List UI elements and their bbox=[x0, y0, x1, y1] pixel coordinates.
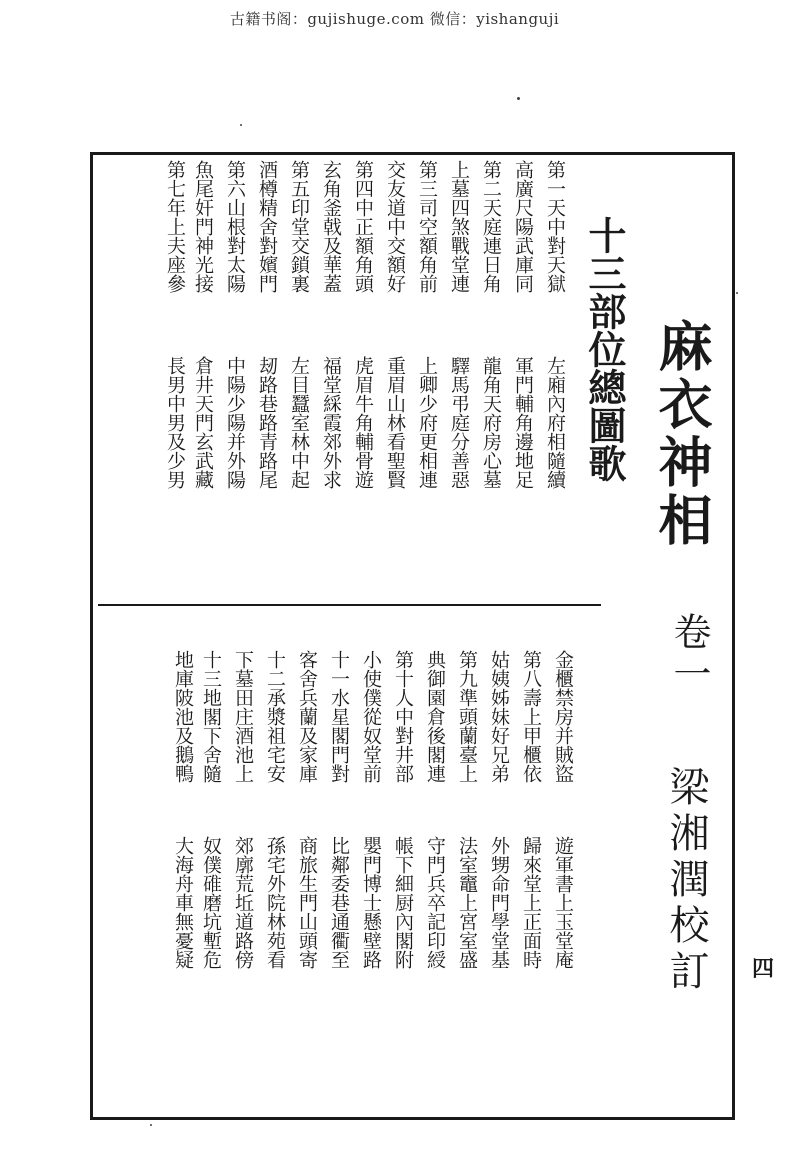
scan-speck bbox=[736, 292, 738, 294]
editor-credit: 梁湘潤校訂 bbox=[663, 766, 709, 996]
verse-line: 第四中正額角頭 bbox=[352, 160, 374, 293]
verse-line: 典御園倉後閣連 bbox=[424, 650, 446, 783]
verse-line: 上墓四煞戰堂連 bbox=[448, 160, 470, 293]
verse-line: 遊軍書上玉堂庵 bbox=[552, 836, 574, 969]
verse-line: 虎眉牛角輔骨遊 bbox=[352, 356, 374, 489]
verse-line: 第七年上夫座參 bbox=[164, 160, 186, 293]
verse-line: 高廣尺陽武庫同 bbox=[512, 160, 534, 293]
verse-line: 歸來堂上正面時 bbox=[520, 836, 542, 969]
verse-line: 客舍兵蘭及家庫 bbox=[296, 650, 318, 783]
verse-line: 比鄰委巷通衢至 bbox=[328, 836, 350, 969]
verse-line: 第五印堂交鎖裏 bbox=[288, 160, 310, 293]
verse-line: 第一天中對天獄 bbox=[544, 160, 566, 293]
verse-line: 倉井天門玄武藏 bbox=[192, 356, 214, 489]
verse-line: 左目蠶室林中起 bbox=[288, 356, 310, 489]
book-title: 麻衣神相 bbox=[650, 318, 714, 550]
verse-line: 第三司空額角前 bbox=[416, 160, 438, 293]
verse-line: 交友道中交額好 bbox=[384, 160, 406, 293]
verse-line: 長男中男及少男 bbox=[164, 356, 186, 489]
verse-line: 驛馬弔庭分善惡 bbox=[448, 356, 470, 489]
verse-line: 第二天庭連日角 bbox=[480, 160, 502, 293]
verse-line: 金櫃禁房并賊盜 bbox=[552, 650, 574, 783]
verse-line: 下墓田庄酒池上 bbox=[232, 650, 254, 783]
section-divider bbox=[98, 604, 601, 606]
verse-line: 第九準頭蘭臺上 bbox=[456, 650, 478, 783]
verse-line: 軍門輔角邊地足 bbox=[512, 356, 534, 489]
page-frame bbox=[90, 152, 735, 1120]
verse-line: 龍角天府房心墓 bbox=[480, 356, 502, 489]
scan-speck bbox=[240, 124, 242, 126]
scan-speck bbox=[517, 97, 520, 100]
watermark-header: 古籍书阁：gujishuge.com 微信：yishanguji bbox=[229, 10, 560, 28]
verse-line: 守門兵卒記印綬 bbox=[424, 836, 446, 969]
verse-line: 福堂綵霞郊外求 bbox=[320, 356, 342, 489]
verse-line: 中陽少陽并外陽 bbox=[224, 356, 246, 489]
verse-line: 上卿少府更相連 bbox=[416, 356, 438, 489]
verse-line: 十三地閣下舍隨 bbox=[200, 650, 222, 783]
verse-line: 外甥命門學堂基 bbox=[488, 836, 510, 969]
verse-line: 酒樽精舍對嬪門 bbox=[256, 160, 278, 293]
verse-line: 嬰門博士懸壁路 bbox=[360, 836, 382, 969]
verse-line: 玄角釜戟及華蓋 bbox=[320, 160, 342, 293]
verse-line: 孫宅外院林苑看 bbox=[264, 836, 286, 969]
verse-line: 魚尾奸門神光接 bbox=[192, 160, 214, 293]
verse-line: 帳下細厨內閣附 bbox=[392, 836, 414, 969]
verse-line: 左廂內府相隨續 bbox=[544, 356, 566, 489]
scan-speck bbox=[150, 1124, 152, 1126]
verse-line: 第十人中對井部 bbox=[392, 650, 414, 783]
verse-line: 重眉山林看聖賢 bbox=[384, 356, 406, 489]
verse-line: 奴僕碓磨坑塹危 bbox=[200, 836, 222, 969]
verse-line: 刼路巷路青路尾 bbox=[256, 356, 278, 489]
verse-line: 第八壽上甲櫃依 bbox=[520, 650, 542, 783]
verse-line: 小使僕從奴堂前 bbox=[360, 650, 382, 783]
verse-line: 法室竈上宮室盛 bbox=[456, 836, 478, 969]
section-title: 十三部位總圖歌 bbox=[582, 216, 627, 482]
verse-line: 十一水星閣門對 bbox=[328, 650, 350, 783]
verse-line: 第六山根對太陽 bbox=[224, 160, 246, 293]
verse-line: 地庫陂池及鵝鴨 bbox=[172, 650, 194, 783]
page-number: 四 bbox=[752, 956, 775, 982]
verse-line: 十二承漿祖宅安 bbox=[264, 650, 286, 783]
verse-line: 姑姨姊妹好兄弟 bbox=[488, 650, 510, 783]
volume-label: 卷一 bbox=[667, 612, 711, 696]
verse-line: 大海舟車無憂疑 bbox=[172, 836, 194, 969]
verse-line: 郊廓荒坵道路傍 bbox=[232, 836, 254, 969]
verse-line: 商旅生門山頭寄 bbox=[296, 836, 318, 969]
